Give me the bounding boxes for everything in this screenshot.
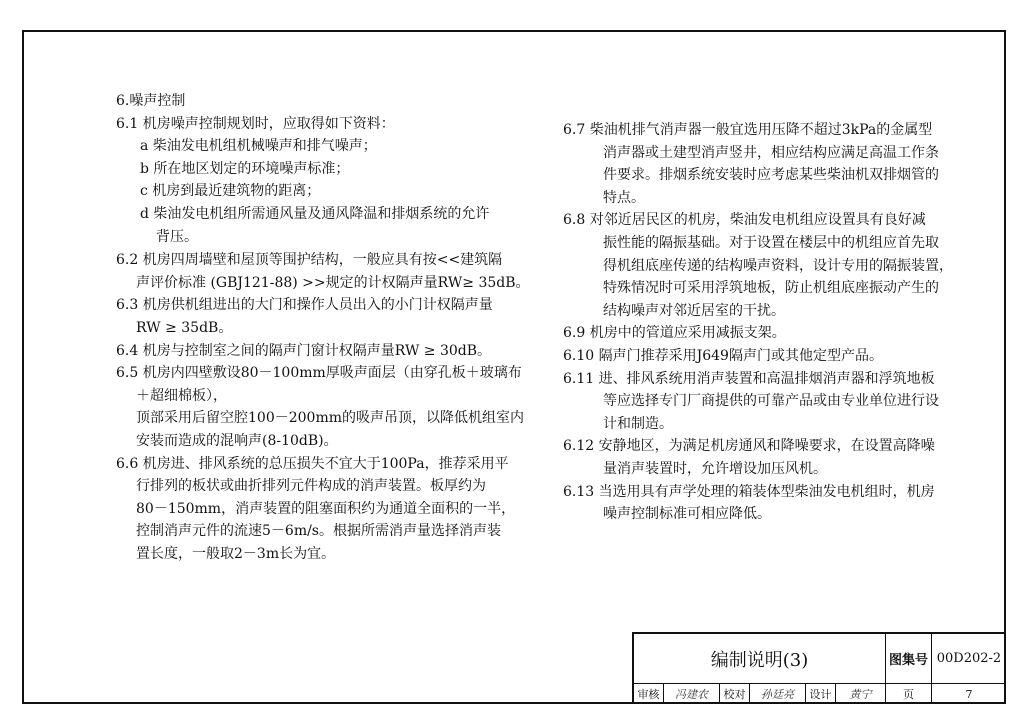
text-line: 6.4 机房与控制室之间的隔声门窗计权隔声量RW ≥ 30dB。 xyxy=(116,342,492,359)
text-line: 6.12 安静地区，为满足机房通风和降噪要求，在设置高降噪 xyxy=(563,438,935,455)
text-line: 6.10 隔声门推荐采用J649隔声门或其他定型产品。 xyxy=(563,347,883,364)
text-line: c 机房到最近建筑物的距离； xyxy=(140,183,321,200)
text-line: 消声器或土建型消声竖井，相应结构应满足高温工作条 xyxy=(603,144,939,161)
text-line: 特点。 xyxy=(603,189,645,206)
text-line: b 所在地区划定的环境噪声标准； xyxy=(140,160,350,177)
text-line: 振性能的隔振基础。对于设置在楼层中的机组应首先取 xyxy=(603,234,939,251)
text-line: RW ≥ 35dB。 xyxy=(136,319,233,336)
check-signature: 孙廷亮 xyxy=(750,684,806,704)
text-line: 行排列的板状或曲折排列元件构成的消声装置。板厚约为 xyxy=(136,478,486,495)
text-line: 安装而造成的混响声(8-10dB)。 xyxy=(136,432,338,449)
text-line: 量消声装置时，允许增设加压风机。 xyxy=(603,460,827,477)
text-line: 6.5 机房内四壁敷设80－100mm厚吸声面层（由穿孔板＋玻璃布 xyxy=(116,365,522,382)
design-label: 设计 xyxy=(806,684,836,704)
text-line: 6.8 对邻近居民区的机房，柴油发电机组应设置具有良好减 xyxy=(563,212,926,229)
design-signature: 黄宁 xyxy=(836,684,886,704)
page-label: 页 xyxy=(886,684,932,704)
check-label: 校对 xyxy=(720,684,750,704)
text-line: 6.3 机房供机组进出的大门和操作人员出入的小门计权隔声量 xyxy=(116,297,493,314)
text-line: 等应选择专门厂商提供的可靠产品或由专业单位进行设 xyxy=(603,393,939,410)
sheet-title: 编制说明(3) xyxy=(634,634,886,684)
text-line: ＋超细棉板）， xyxy=(136,387,227,404)
text-line: 6.1 机房噪声控制规划时，应取得如下资料： xyxy=(116,115,395,132)
text-line: 特殊情况时可采用浮筑地板，防止机组底座振动产生的 xyxy=(603,280,939,297)
atlas-number-label: 图集号 xyxy=(886,634,932,684)
text-line: 计和制造。 xyxy=(603,415,673,432)
text-line: 6.2 机房四周墙壁和屋顶等围护结构，一般应具有按<<建筑隔 xyxy=(116,252,503,269)
text-line: 6.6 机房进、排风系统的总压损失不宜大于100Pa，推荐采用平 xyxy=(116,455,509,472)
section-heading: 6.噪声控制 xyxy=(116,93,186,109)
signature-row xyxy=(634,684,1006,704)
review-label: 审核 xyxy=(634,684,664,704)
text-line: 置长度，一般取2－3m长为宜。 xyxy=(136,545,336,562)
left-column xyxy=(116,90,530,565)
text-line: 背压。 xyxy=(156,228,198,245)
text-line: 声评价标准 (GBJ121-88) >>规定的计权隔声量RW≥ 35dB。 xyxy=(136,274,530,291)
right-column xyxy=(563,119,953,526)
text-line: 6.11 进、排风系统用消声装置和高温排烟消声器和浮筑地板 xyxy=(563,370,935,387)
atlas-number-value: 00D202-2 xyxy=(932,634,1006,684)
text-line: 6.13 当选用具有声学处理的箱装体型柴油发电机组时，机房 xyxy=(563,483,935,500)
text-line: a 柴油发电机组机械噪声和排气噪声； xyxy=(140,138,377,155)
text-line: 得机组底座传递的结构噪声资料，设计专用的隔振装置， xyxy=(603,257,953,274)
text-line: 控制消声元件的流速5－6m/s。根据所需消声量选择消声装 xyxy=(136,523,501,540)
text-line: 6.9 机房中的管道应采用减振支架。 xyxy=(563,325,786,342)
text-line: 结构噪声对邻近居室的干扰。 xyxy=(603,302,785,319)
text-line: d 柴油发电机组所需通风量及通风降温和排烟系统的允许 xyxy=(140,205,490,222)
text-line: 6.7 柴油机排气消声器一般宜选用压降不超过3kPa的金属型 xyxy=(563,122,933,138)
page-number: 7 xyxy=(965,687,973,701)
text-line: 顶部采用后留空腔100－200mm的吸声吊顶，以降低机组室内 xyxy=(136,410,524,427)
title-block xyxy=(632,632,1006,704)
text-line: 噪声控制标准可相应降低。 xyxy=(603,506,771,523)
text-line: 80－150mm，消声装置的阻塞面积约为通道全面积的一半， xyxy=(136,500,516,517)
text-line: 件要求。排烟系统安装时应考虑某些柴油机双排烟管的 xyxy=(603,167,939,184)
review-signature: 冯建农 xyxy=(664,684,720,704)
